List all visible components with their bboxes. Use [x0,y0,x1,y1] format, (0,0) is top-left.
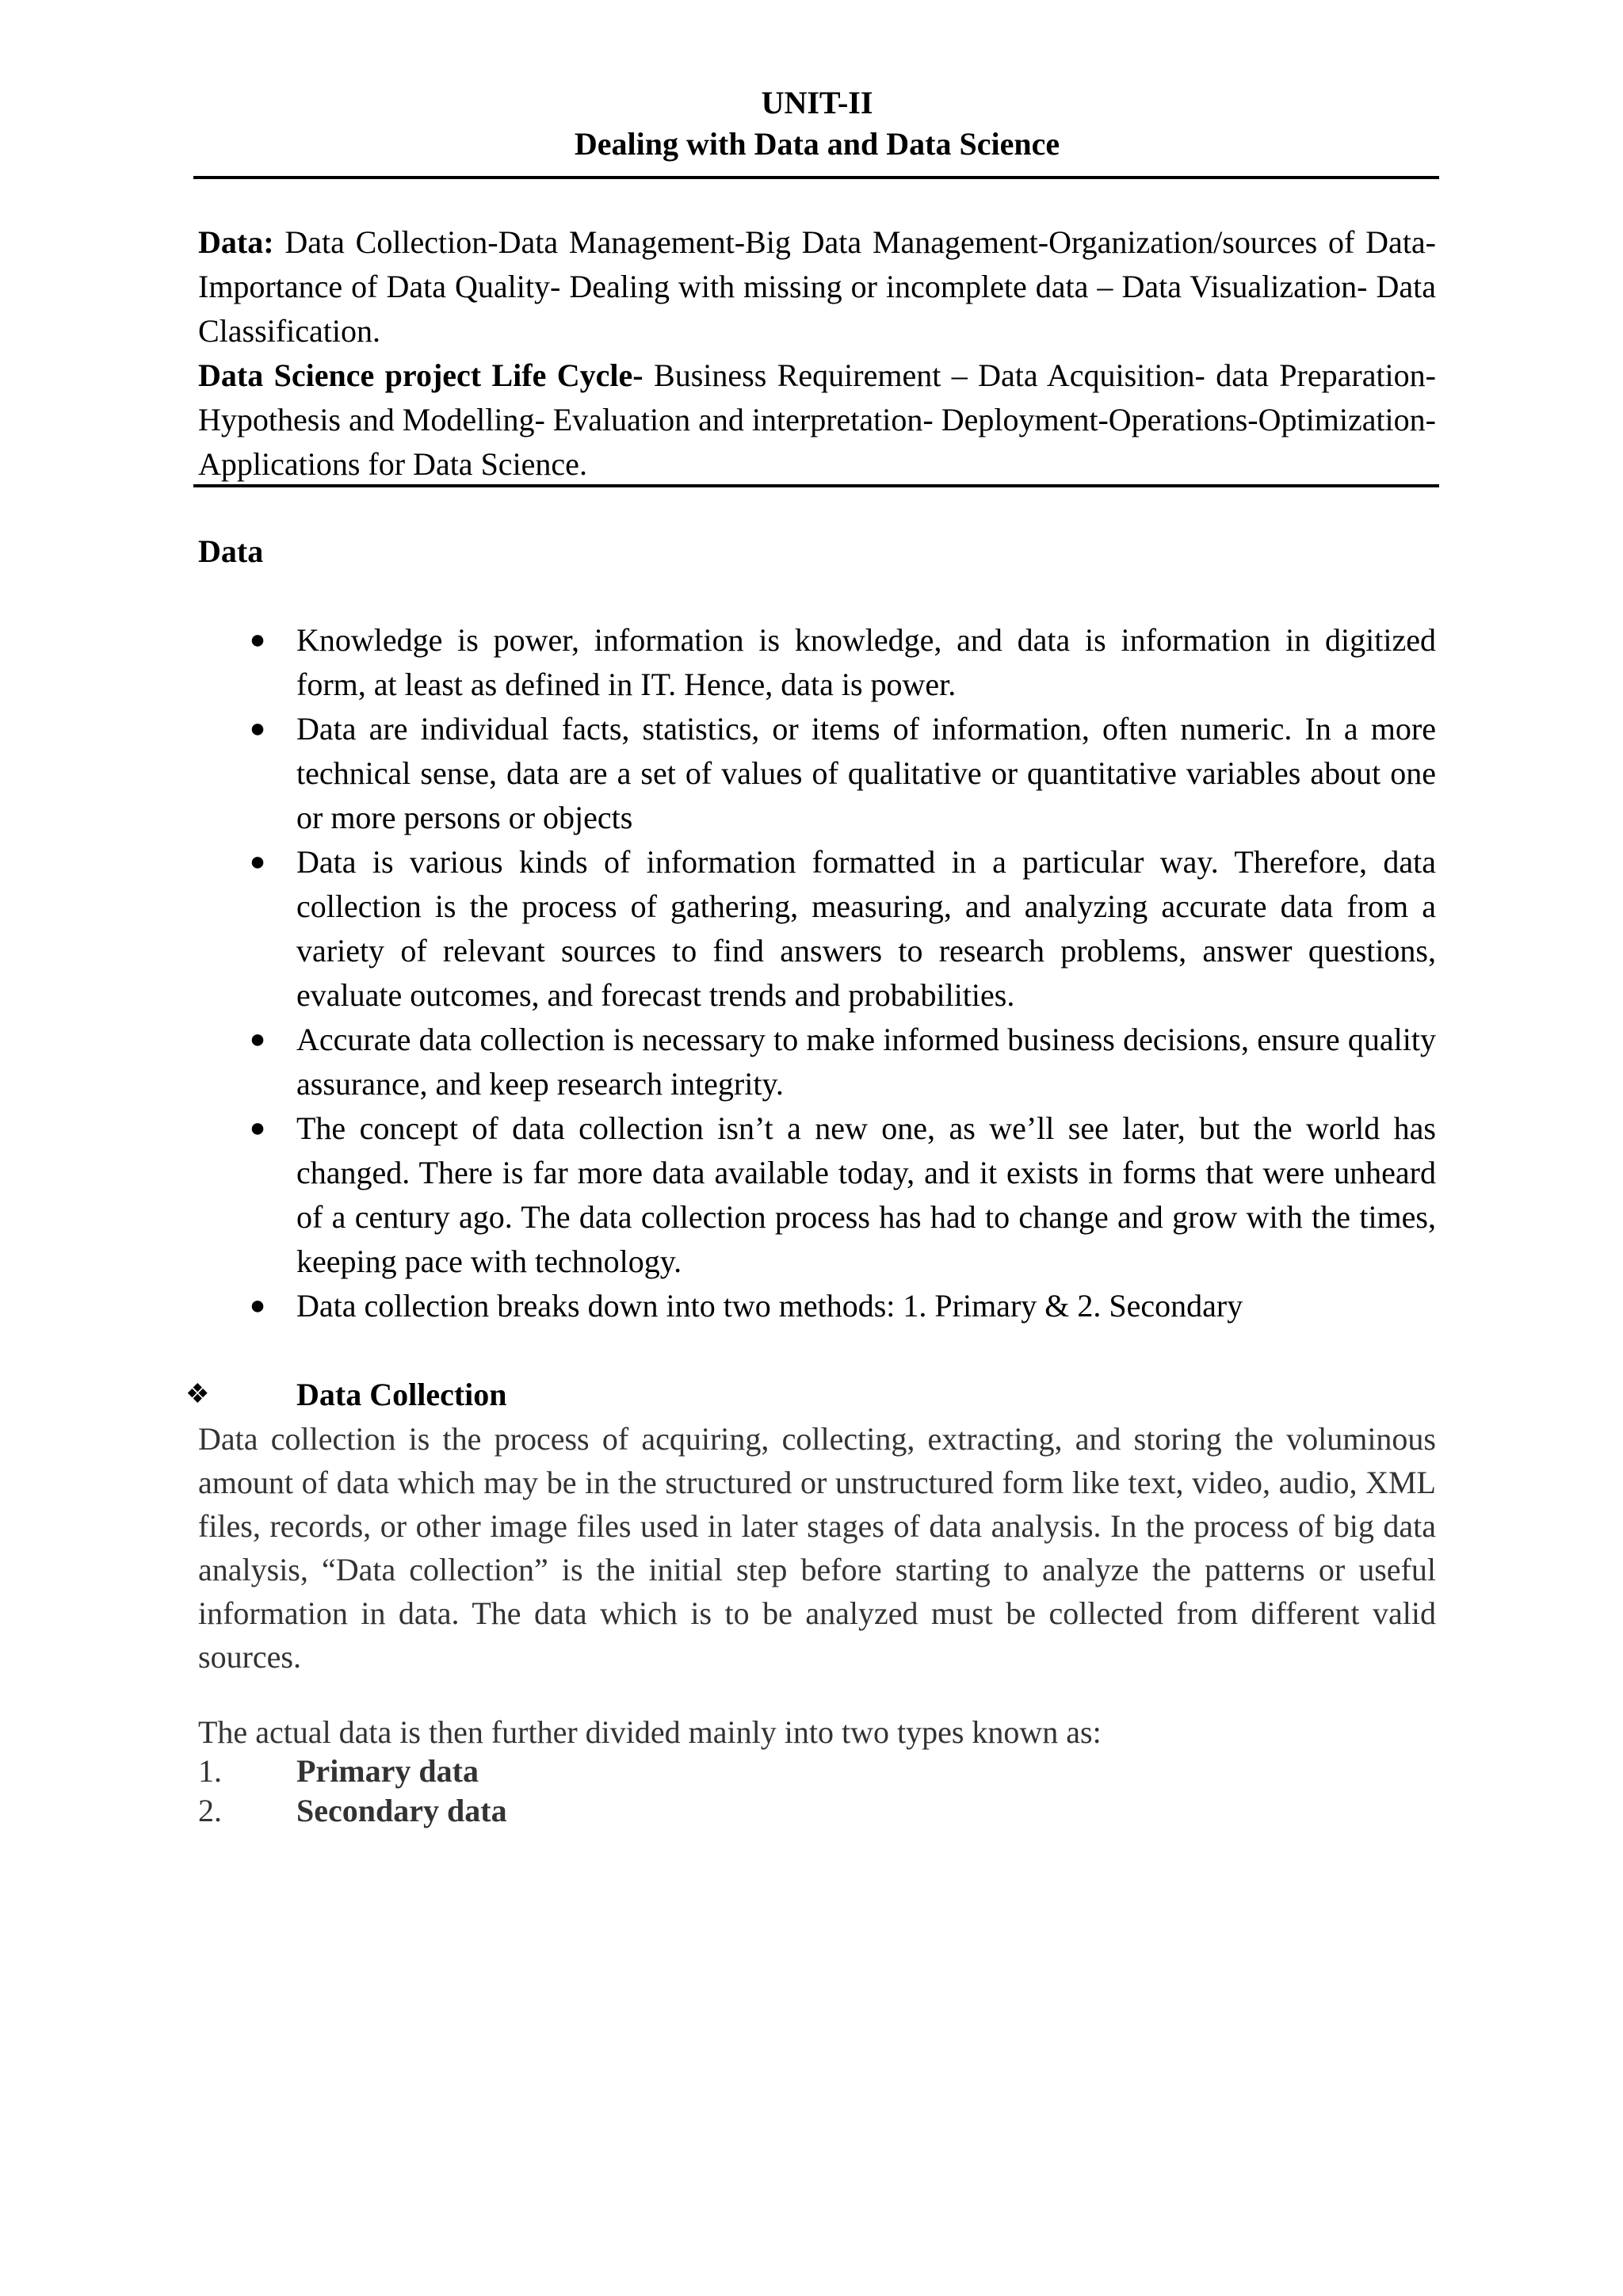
bullet-icon: ● [249,1025,266,1054]
syllabus-data-paragraph [198,220,1436,353]
list-item [198,707,1436,840]
data-types-list [198,1752,991,1831]
data-collection-title: Data Collection [296,1377,507,1412]
bullet-icon: ● [249,625,266,655]
list-label: Primary data [296,1753,479,1789]
bullet-text: Data are individual facts, statistics, or items of information, often numeric. In a more technical sense, data are a set of values of qualitative or quantitative variables about one or more persons or objects [296,711,1436,835]
unit-title: UNIT-II [761,85,873,120]
bullet-icon: ● [249,847,266,877]
list-item [198,1106,1436,1284]
list-number: 2. [198,1793,222,1828]
page-header [195,82,1439,165]
bullet-icon: ● [249,714,266,743]
syllabus-divider [193,484,1439,487]
list-item [198,840,1436,1018]
bullet-text: Data collection breaks down into two methods: 1. Primary & 2. Secondary [296,1288,1243,1324]
list-item [198,1018,1436,1106]
syllabus-data-text: Data Collection-Data Management-Big Data Management-Organization/sources of Data- Importance of Data Quality- Dealing with missing or incomplete data – Data Visualization- Data Classification. [198,224,1436,349]
bullet-icon: ● [249,1291,266,1320]
bullet-text: Knowledge is power, information is knowledge, and data is information in digitized form, at least as defined in IT. Hence, data is power. [296,622,1436,702]
syllabus-data-label: Data: [198,224,274,260]
bullet-icon: ● [249,1114,266,1143]
data-section-heading: Data [198,533,264,569]
list-item [198,1284,1436,1328]
list-label: Secondary data [296,1793,507,1828]
data-bullet-list [198,618,1436,1328]
list-number: 1. [198,1753,222,1789]
syllabus-lifecycle-paragraph [198,353,1436,487]
list-item [198,1791,991,1831]
bullet-text: Accurate data collection is necessary to make informed business decisions, ensure quality assurance, and keep research integrity. [296,1022,1436,1102]
data-collection-paragraph: Data collection is the process of acquiring, collecting, extracting, and storing the voluminous amount of data which may be in the structured or unstructured form like text, video, audio, XML files, records, or other image files used in later stages of data analysis. In the process of big data analysis, “Data collection” is the initial step before starting to analyze the patterns or useful information in data. The data which is to be analyzed must be collected from different valid sources. [198,1421,1436,1675]
data-types-intro: The actual data is then further divided mainly into two types known as: [198,1714,1102,1750]
list-item [198,618,1436,707]
data-collection-body [198,1417,1436,1679]
diamond-bullet-icon: ❖ [185,1380,210,1409]
header-divider [193,176,1439,179]
bullet-text: Data is various kinds of information formatted in a particular way. Therefore, data collection is the process of gathering, measuring, and analyzing accurate data from a variety of relevant sources to find answers to research problems, answer questions, evaluate outcomes, and forecast trends and probabilities. [296,844,1436,1013]
list-item [198,1752,991,1791]
syllabus-lifecycle-label: Data Science project Life Cycle- [198,357,643,393]
syllabus-block [198,220,1436,487]
unit-subtitle: Dealing with Data and Data Science [574,126,1060,162]
syllabus-lifecycle-text: Business Requirement – Data Acquisition- data Preparation- Hypothesis and Modelling- Evaluation and interpretation- Deployment-Operations-Optimization-Applications for Data Science. [198,357,1436,482]
bullet-text: The concept of data collection isn’t a new one, as we’ll see later, but the world has changed. There is far more data available today, and it exists in forms that were unheard of a century ago. The data collection process has had to change and grow with the times, keeping pace with technology. [296,1110,1436,1279]
